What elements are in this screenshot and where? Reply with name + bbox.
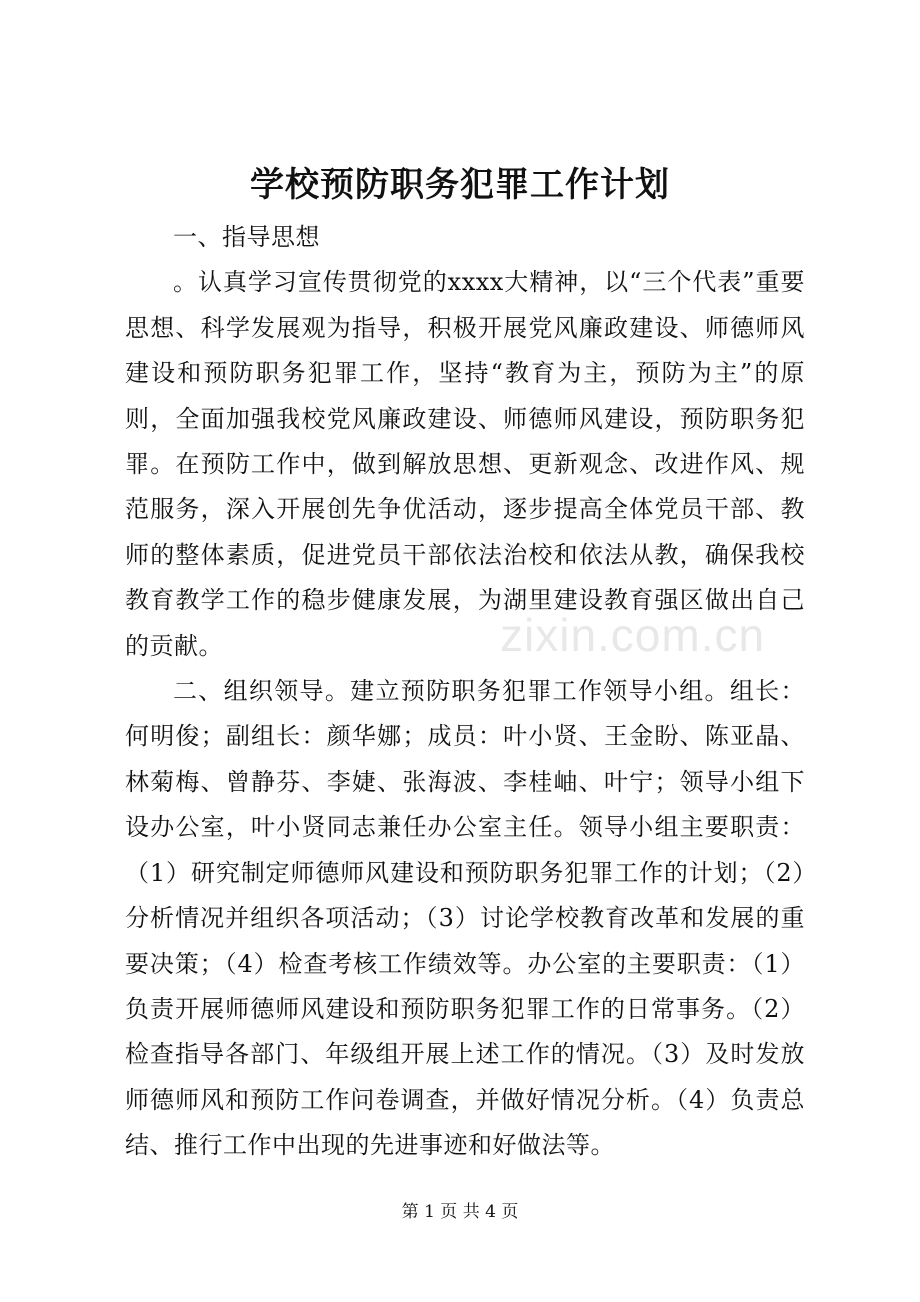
- page-footer: 第 1 页 共 4 页: [401, 1202, 519, 1222]
- watermark: zixin.com.cn: [500, 609, 766, 661]
- document-body: [125, 215, 805, 1169]
- paragraph-organization-leadership: 二、组织领导。建立预防职务犯罪工作领导小组。组长：何明俊；副组长：颜华娜；成员：叶小贤、王金盼、陈亚晶、林菊梅、曾静芬、李婕、张海波、李桂岫、叶宁；领导小组下设办公室，叶小贤同志兼任办公室主任。领导小组主要职责：（1）研究制定师德师风建设和预防职务犯罪工作的计划；（2）分析情况并组织各项活动；（3）讨论学校教育改革和发展的重要决策；（4）检查考核工作绩效等。办公室的主要职责：（1）负责开展师德师风建设和预防职务犯罪工作的日常事务。（2）检查指导各部门、年级组开展上述工作的情况。（3）及时发放师德师风和预防工作问卷调查，并做好情况分析。（4）负责总结、推行工作中出现的先进事迹和好做法等。: [125, 677, 805, 1160]
- paragraph-guiding-thought: 。认真学习宣传贯彻党的xxxx大精神，以“三个代表”重要思想、科学发展观为指导，积极开展党风廉政建设、师德师风建设和预防职务犯罪工作，坚持“教育为主，预防为主”的原则，全面加强我校党风廉政建设、师德师风建设，预防职务犯罪。在预防工作中，做到解放思想、更新观念、改进作风、规范服务，深入开展创先争优活动，逐步提高全体党员干部、教师的整体素质，促进党员干部依法治校和依法从教，确保我校教育教学工作的稳步健康发展，为湖里建设教育强区做出自己的贡献。: [125, 268, 805, 660]
- page-title: 学校预防职务犯罪工作计划: [250, 165, 670, 205]
- section-heading-guiding-thought: 一、指导思想: [173, 223, 320, 251]
